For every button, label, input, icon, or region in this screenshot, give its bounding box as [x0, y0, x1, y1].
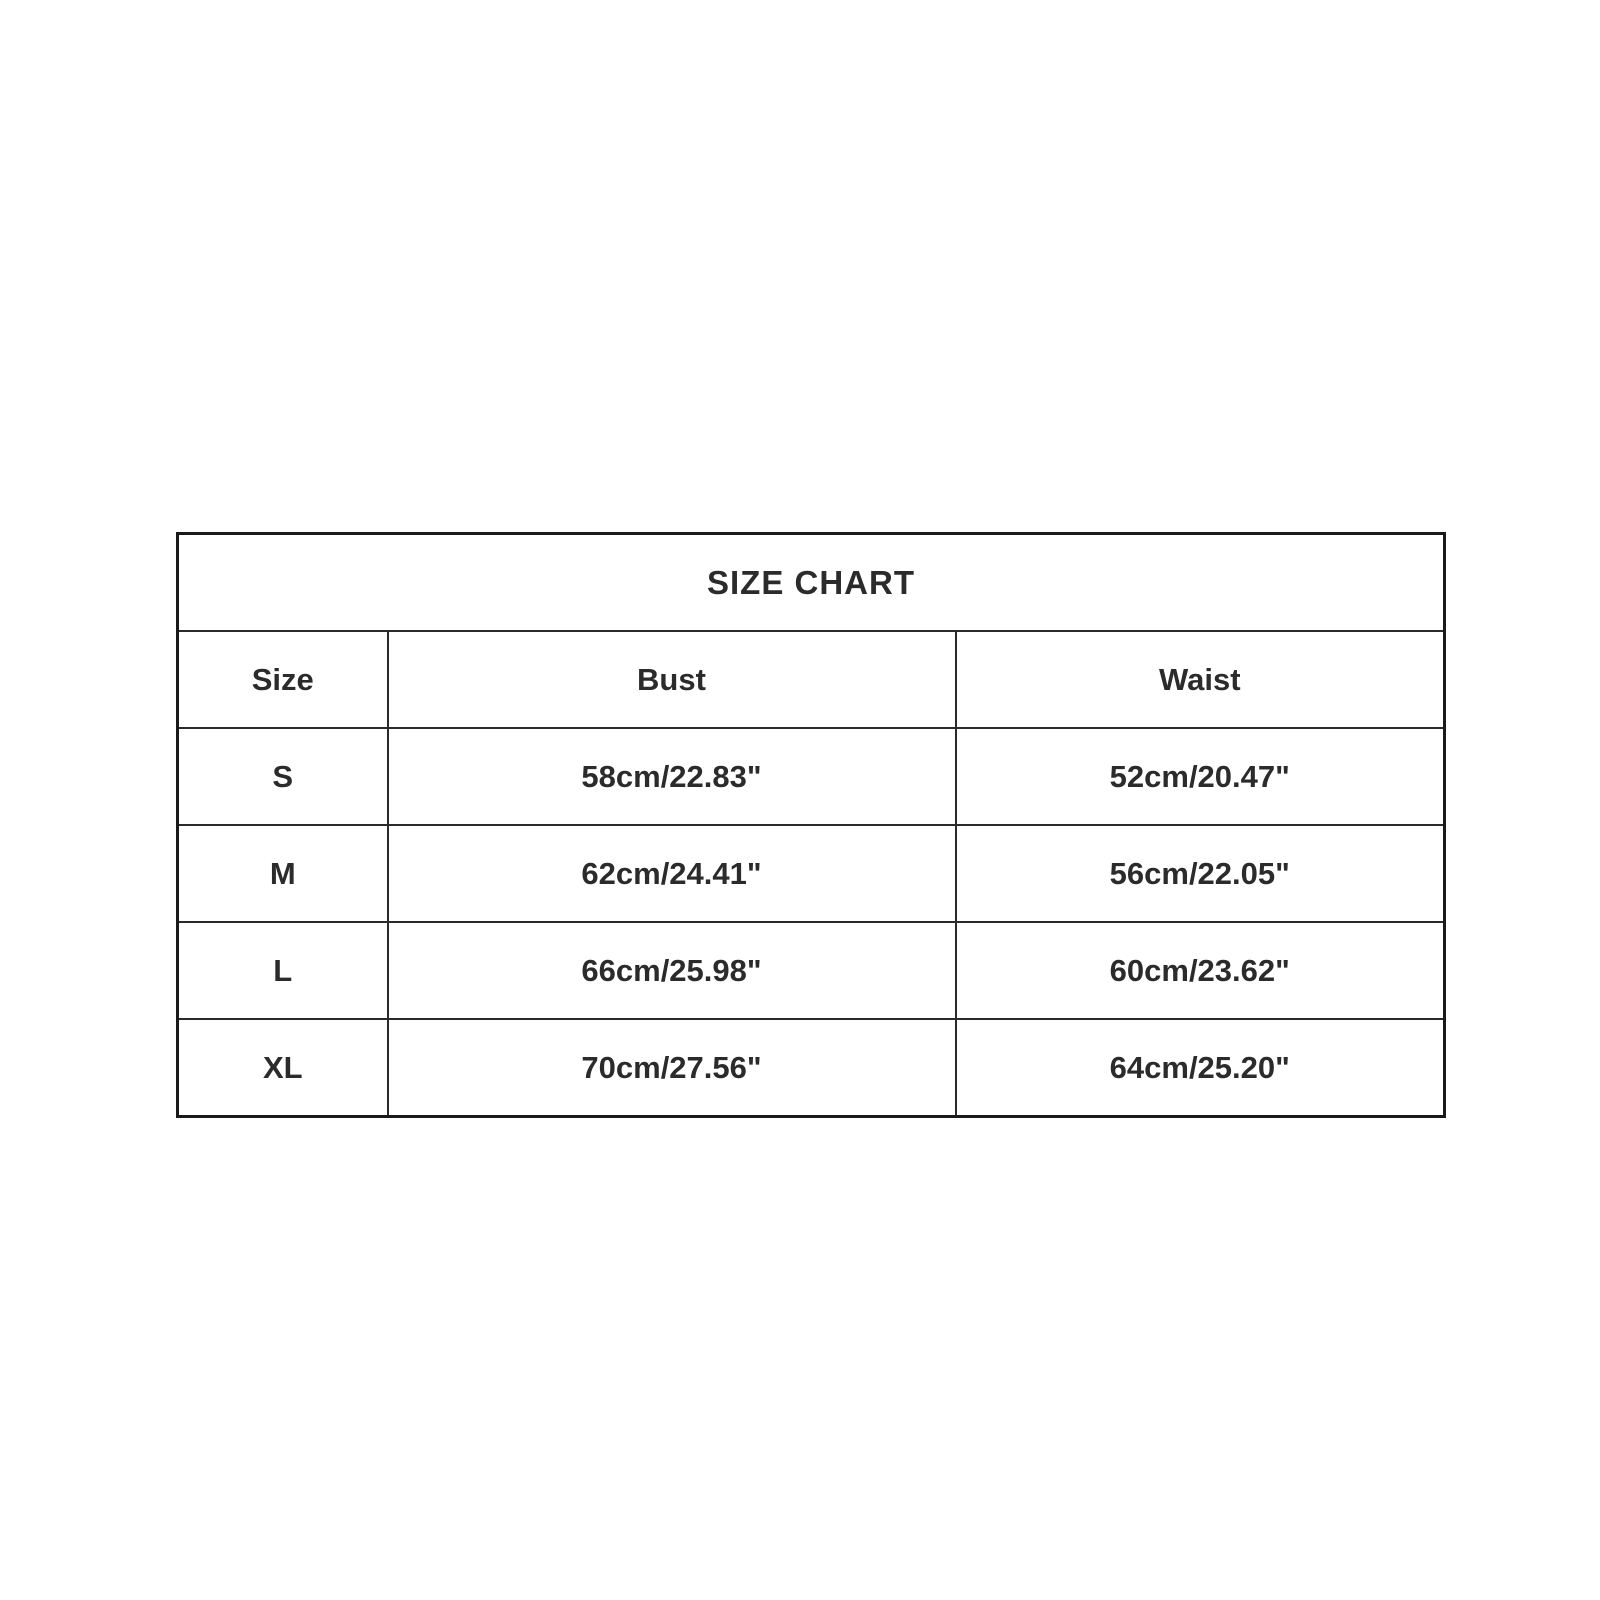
header-row: [178, 631, 1445, 728]
size-cell: M: [178, 825, 388, 922]
bust-cell: 62cm/24.41": [388, 825, 956, 922]
header-waist: Waist: [956, 631, 1445, 728]
table-row: [178, 1019, 1445, 1117]
bust-cell: 70cm/27.56": [388, 1019, 956, 1117]
table-title: SIZE CHART: [178, 534, 1445, 632]
title-row: [178, 534, 1445, 632]
table-row: [178, 922, 1445, 1019]
size-cell: L: [178, 922, 388, 1019]
table-row: [178, 825, 1445, 922]
header-size: Size: [178, 631, 388, 728]
waist-cell: 52cm/20.47": [956, 728, 1445, 825]
size-cell: S: [178, 728, 388, 825]
waist-cell: 56cm/22.05": [956, 825, 1445, 922]
bust-cell: 66cm/25.98": [388, 922, 956, 1019]
size-chart-table: [176, 532, 1446, 1118]
header-bust: Bust: [388, 631, 956, 728]
bust-cell: 58cm/22.83": [388, 728, 956, 825]
table-row: [178, 728, 1445, 825]
size-cell: XL: [178, 1019, 388, 1117]
waist-cell: 64cm/25.20": [956, 1019, 1445, 1117]
waist-cell: 60cm/23.62": [956, 922, 1445, 1019]
